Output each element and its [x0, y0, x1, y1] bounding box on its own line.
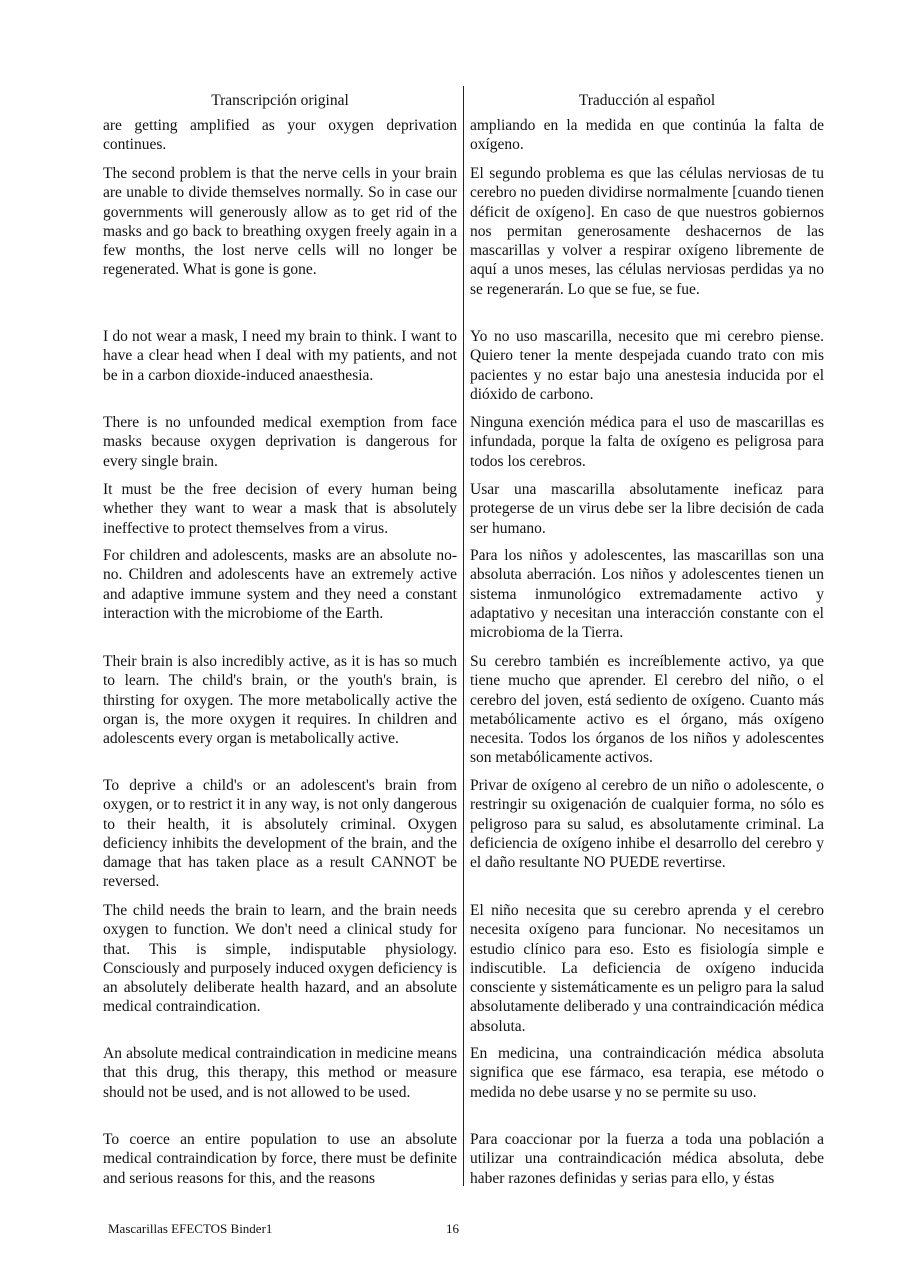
row-7-english: Their brain is also incredibly active, as it is has so much to learn. The child's brain, or the youth's brain, is thirsting for oxygen. The more metabolically active the organ is, the more oxygen it requires. In children and adolescents every organ is metabolically active.	[103, 653, 457, 748]
row-8-spanish: Privar de oxígeno al cerebro de un niño o adolescente, o restringir su oxigenación de cualquier forma, no sólo es peligroso para su salud, es absolutamente criminal. La deficiencia de oxígeno inhibe el desarrollo del cerebro y el daño resultante NO PUEDE revertirse.	[470, 777, 824, 872]
row-1-spanish: ampliando en la medida en que continúa la falta de oxígeno.	[470, 117, 824, 154]
row-3-spanish: Yo no uso mascarilla, necesito que mi cerebro piense. Quiero tener la mente despejada cuando trato con mis pacientes y no estar bajo una anestesia inducida por el dióxido de carbono.	[470, 328, 824, 403]
footer-document-title: Mascarillas EFECTOS Binder1	[108, 1221, 273, 1236]
row-11-english: To coerce an entire population to use an absolute medical contraindication by force, there must be definite and serious reasons for this, and the reasons	[103, 1131, 457, 1187]
row-6-english: For children and adolescents, masks are an absolute no-no. Children and adolescents have an extremely active and adaptive immune system and they need a constant interaction with the microbiome of the Earth.	[103, 547, 457, 622]
row-4-spanish: Ninguna exención médica para el uso de mascarillas es infundada, porque la falta de oxígeno es peligrosa para todos los cerebros.	[470, 414, 824, 470]
row-10-english: An absolute medical contraindication in medicine means that this drug, this therapy, this method or measure should not be used, and is not allowed to be used.	[103, 1045, 457, 1101]
row-1-english: are getting amplified as your oxygen deprivation continues.	[103, 117, 457, 154]
row-5-spanish: Usar una mascarilla absolutamente ineficaz para protegerse de un virus debe ser la libre decisión de cada ser humano.	[470, 481, 824, 537]
footer-page-number: 16	[446, 1221, 459, 1236]
row-11-spanish: Para coaccionar por la fuerza a toda una población a utilizar una contraindicación médica absoluta, debe haber razones definidas y serias para ello, y éstas	[470, 1131, 824, 1187]
column-divider	[463, 86, 464, 1186]
row-8-english: To deprive a child's or an adolescent's brain from oxygen, or to restrict it in any way, is not only dangerous to their health, it is absolutely criminal. Oxygen deficiency inhibits the development of the brain, and the damage that has taken place as a result CANNOT be reversed.	[103, 777, 457, 891]
row-2-spanish: El segundo problema es que las células nerviosas de tu cerebro no pueden dividirse normalmente [cuando tienen déficit de oxígeno]. En caso de que nuestros gobiernos nos permitan generosamente deshacernos de las mascarillas y volver a respirar oxígeno libremente de aquí a unos meses, las células nerviosas perdidas ya no se regenerarán. Lo que se fue, se fue.	[470, 165, 824, 298]
row-5-english: It must be the free decision of every human being whether they want to wear a mask that is absolutely ineffective to protect themselves from a virus.	[103, 481, 457, 537]
row-4-english: There is no unfounded medical exemption from face masks because oxygen deprivation is dangerous for every single brain.	[103, 414, 457, 470]
row-6-spanish: Para los niños y adolescentes, las mascarillas son una absoluta aberración. Los niños y adolescentes tienen un sistema inmunológico extremadamente activo y adaptativo y necesitan una interacción constante con el microbioma de la Tierra.	[470, 547, 824, 642]
row-9-english: The child needs the brain to learn, and the brain needs oxygen to function. We don't need a clinical study for that. This is simple, indisputable physiology. Consciously and purposely induced oxygen deficiency is an absolutely deliberate health hazard, and an absolute medical contraindication.	[103, 902, 457, 1016]
row-7-spanish: Su cerebro también es increíblemente activo, ya que tiene mucho que aprender. El cerebro del niño, o el cerebro del joven, está sediento de oxígeno. Cuanto más metabólicamente activo es el órgano, más oxígeno necesita. Todos los órganos de los niños y adolescentes son metabólicamente activos.	[470, 653, 824, 767]
row-2-english: The second problem is that the nerve cells in your brain are unable to divide themselves normally. So in case our governments will generously allow as to get rid of the masks and go back to breathing oxygen freely again in a few months, the lost nerve cells will no longer be regenerated. What is gone is gone.	[103, 165, 457, 279]
row-3-english: I do not wear a mask, I need my brain to think. I want to have a clear head when I deal with my patients, and not be in a carbon dioxide-induced anaesthesia.	[103, 328, 457, 384]
row-10-spanish: En medicina, una contraindicación médica absoluta significa que ese fármaco, esa terapia, ese método o medida no debe usarse y no se permite su uso.	[470, 1045, 824, 1101]
header-translation: Traducción al español	[578, 92, 716, 109]
row-9-spanish: El niño necesita que su cerebro aprenda y el cerebro necesita oxígeno para funcionar. No necesitamos un estudio clínico para eso. Esto es fisiología simple e indiscutible. La deficiencia de oxígeno inducida consciente y sistemáticamente es un peligro para la salud absolutamente deliberado y una contraindicación médica absoluta.	[470, 902, 824, 1035]
header-original: Transcripción original	[211, 92, 349, 109]
